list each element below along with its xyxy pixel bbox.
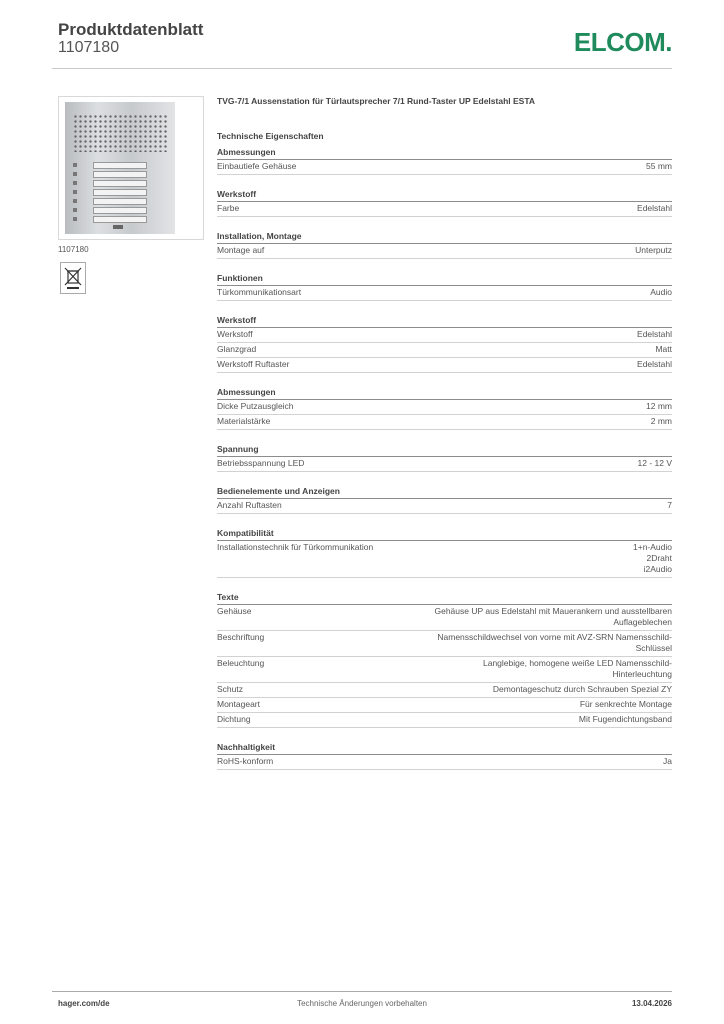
property-group bbox=[217, 528, 672, 578]
footer-website: hager.com/de bbox=[58, 999, 110, 1008]
property-label: RoHS-konform bbox=[217, 756, 274, 766]
property-value: Mit Fugendichtungsband bbox=[578, 714, 672, 724]
property-row bbox=[217, 457, 672, 472]
group-title: Abmessungen bbox=[217, 387, 672, 400]
property-group bbox=[217, 189, 672, 217]
property-value: 1+n-Audio 2Draht i2Audio bbox=[633, 542, 672, 574]
property-value: Edelstahl bbox=[637, 203, 672, 213]
group-title: Texte bbox=[217, 592, 672, 605]
call-button-row bbox=[73, 207, 165, 213]
property-label: Beschriftung bbox=[217, 632, 265, 642]
property-label: Materialstärke bbox=[217, 416, 271, 426]
property-value: 12 - 12 V bbox=[637, 458, 672, 468]
property-row bbox=[217, 415, 672, 430]
door-station-panel bbox=[65, 102, 175, 234]
property-value: Matt bbox=[655, 344, 672, 354]
property-group bbox=[217, 592, 672, 728]
property-value: Edelstahl bbox=[637, 329, 672, 339]
property-label: Dichtung bbox=[217, 714, 251, 724]
call-button-row bbox=[73, 198, 165, 204]
property-row bbox=[217, 755, 672, 770]
call-button-row bbox=[73, 216, 165, 222]
footer-divider bbox=[52, 991, 672, 992]
properties-groups bbox=[217, 147, 672, 784]
property-label: Gehäuse bbox=[217, 606, 252, 616]
property-label: Türkommunikationsart bbox=[217, 287, 302, 297]
property-value: Audio bbox=[650, 287, 672, 297]
product-image bbox=[58, 96, 204, 240]
property-label: Schutz bbox=[217, 684, 243, 694]
property-label: Anzahl Ruftasten bbox=[217, 500, 282, 510]
brand-label bbox=[113, 225, 123, 229]
speaker-grille bbox=[73, 114, 167, 152]
property-row bbox=[217, 631, 672, 657]
group-title: Werkstoff bbox=[217, 315, 672, 328]
property-label: Einbautiefe Gehäuse bbox=[217, 161, 297, 171]
property-value: Gehäuse UP aus Edelstahl mit Mauerankern und ausstellbaren Auflageblechen bbox=[434, 606, 672, 627]
group-title: Abmessungen bbox=[217, 147, 672, 160]
property-row bbox=[217, 605, 672, 631]
property-value: 12 mm bbox=[646, 401, 672, 411]
property-label: Beleuchtung bbox=[217, 658, 265, 668]
group-title: Installation, Montage bbox=[217, 231, 672, 244]
group-title: Funktionen bbox=[217, 273, 672, 286]
property-group bbox=[217, 486, 672, 514]
call-button-row bbox=[73, 189, 165, 195]
footer-disclaimer: Technische Änderungen vorbehalten bbox=[297, 999, 427, 1008]
property-row bbox=[217, 499, 672, 514]
call-button-row bbox=[73, 171, 165, 177]
property-row bbox=[217, 713, 672, 728]
property-value: 55 mm bbox=[646, 161, 672, 171]
call-button-row bbox=[73, 180, 165, 186]
weee-crossed-bin-icon bbox=[60, 262, 86, 294]
property-value: Unterputz bbox=[635, 245, 672, 255]
property-value: 7 bbox=[667, 500, 672, 510]
call-button-row bbox=[73, 162, 165, 168]
property-row bbox=[217, 683, 672, 698]
header-divider bbox=[52, 68, 672, 69]
property-value: 2 mm bbox=[650, 416, 672, 426]
property-value: Demontageschutz durch Schrauben Spezial ZY bbox=[492, 684, 672, 694]
group-title: Nachhaltigkeit bbox=[217, 742, 672, 755]
product-number: 1107180 bbox=[58, 39, 120, 56]
property-group bbox=[217, 742, 672, 770]
property-label: Installationstechnik für Türkommunikation bbox=[217, 542, 374, 552]
property-group bbox=[217, 147, 672, 175]
property-row bbox=[217, 244, 672, 259]
image-caption: 1107180 bbox=[58, 245, 89, 254]
property-row bbox=[217, 202, 672, 217]
property-row bbox=[217, 343, 672, 358]
group-title: Spannung bbox=[217, 444, 672, 457]
property-row bbox=[217, 698, 672, 713]
property-value: Langlebige, homogene weiße LED Namensschild- Hinterleuchtung bbox=[483, 658, 672, 679]
property-label: Betriebsspannung LED bbox=[217, 458, 305, 468]
property-row bbox=[217, 358, 672, 373]
property-group bbox=[217, 387, 672, 430]
property-value: Ja bbox=[663, 756, 672, 766]
property-value: Edelstahl bbox=[637, 359, 672, 369]
section-heading: Technische Eigenschaften bbox=[217, 131, 324, 141]
property-row bbox=[217, 541, 672, 578]
property-value: Namensschildwechsel von vorne mit AVZ-SRN Namensschild- Schlüssel bbox=[437, 632, 672, 653]
property-label: Dicke Putzausgleich bbox=[217, 401, 294, 411]
elcom-logo: ELCOM. bbox=[573, 27, 672, 57]
property-label: Werkstoff Ruftaster bbox=[217, 359, 290, 369]
property-group bbox=[217, 444, 672, 472]
property-value: Für senkrechte Montage bbox=[579, 699, 672, 709]
property-row bbox=[217, 160, 672, 175]
property-row bbox=[217, 657, 672, 683]
property-row bbox=[217, 328, 672, 343]
footer-date: 13.04.2026 bbox=[631, 999, 672, 1008]
property-label: Werkstoff bbox=[217, 329, 253, 339]
property-group bbox=[217, 273, 672, 301]
header-title: Produktdatenblatt bbox=[58, 20, 204, 39]
property-group bbox=[217, 231, 672, 259]
property-row bbox=[217, 286, 672, 301]
group-title: Werkstoff bbox=[217, 189, 672, 202]
property-group bbox=[217, 315, 672, 373]
property-label: Montageart bbox=[217, 699, 260, 709]
group-title: Kompatibilität bbox=[217, 528, 672, 541]
property-label: Farbe bbox=[217, 203, 240, 213]
property-label: Montage auf bbox=[217, 245, 265, 255]
document-title: TVG-7/1 Aussenstation für Türlautsprecher 7/1 Rund-Taster UP Edelstahl ESTA bbox=[217, 96, 536, 106]
group-title: Bedienelemente und Anzeigen bbox=[217, 486, 672, 499]
property-row bbox=[217, 400, 672, 415]
property-label: Glanzgrad bbox=[217, 344, 257, 354]
